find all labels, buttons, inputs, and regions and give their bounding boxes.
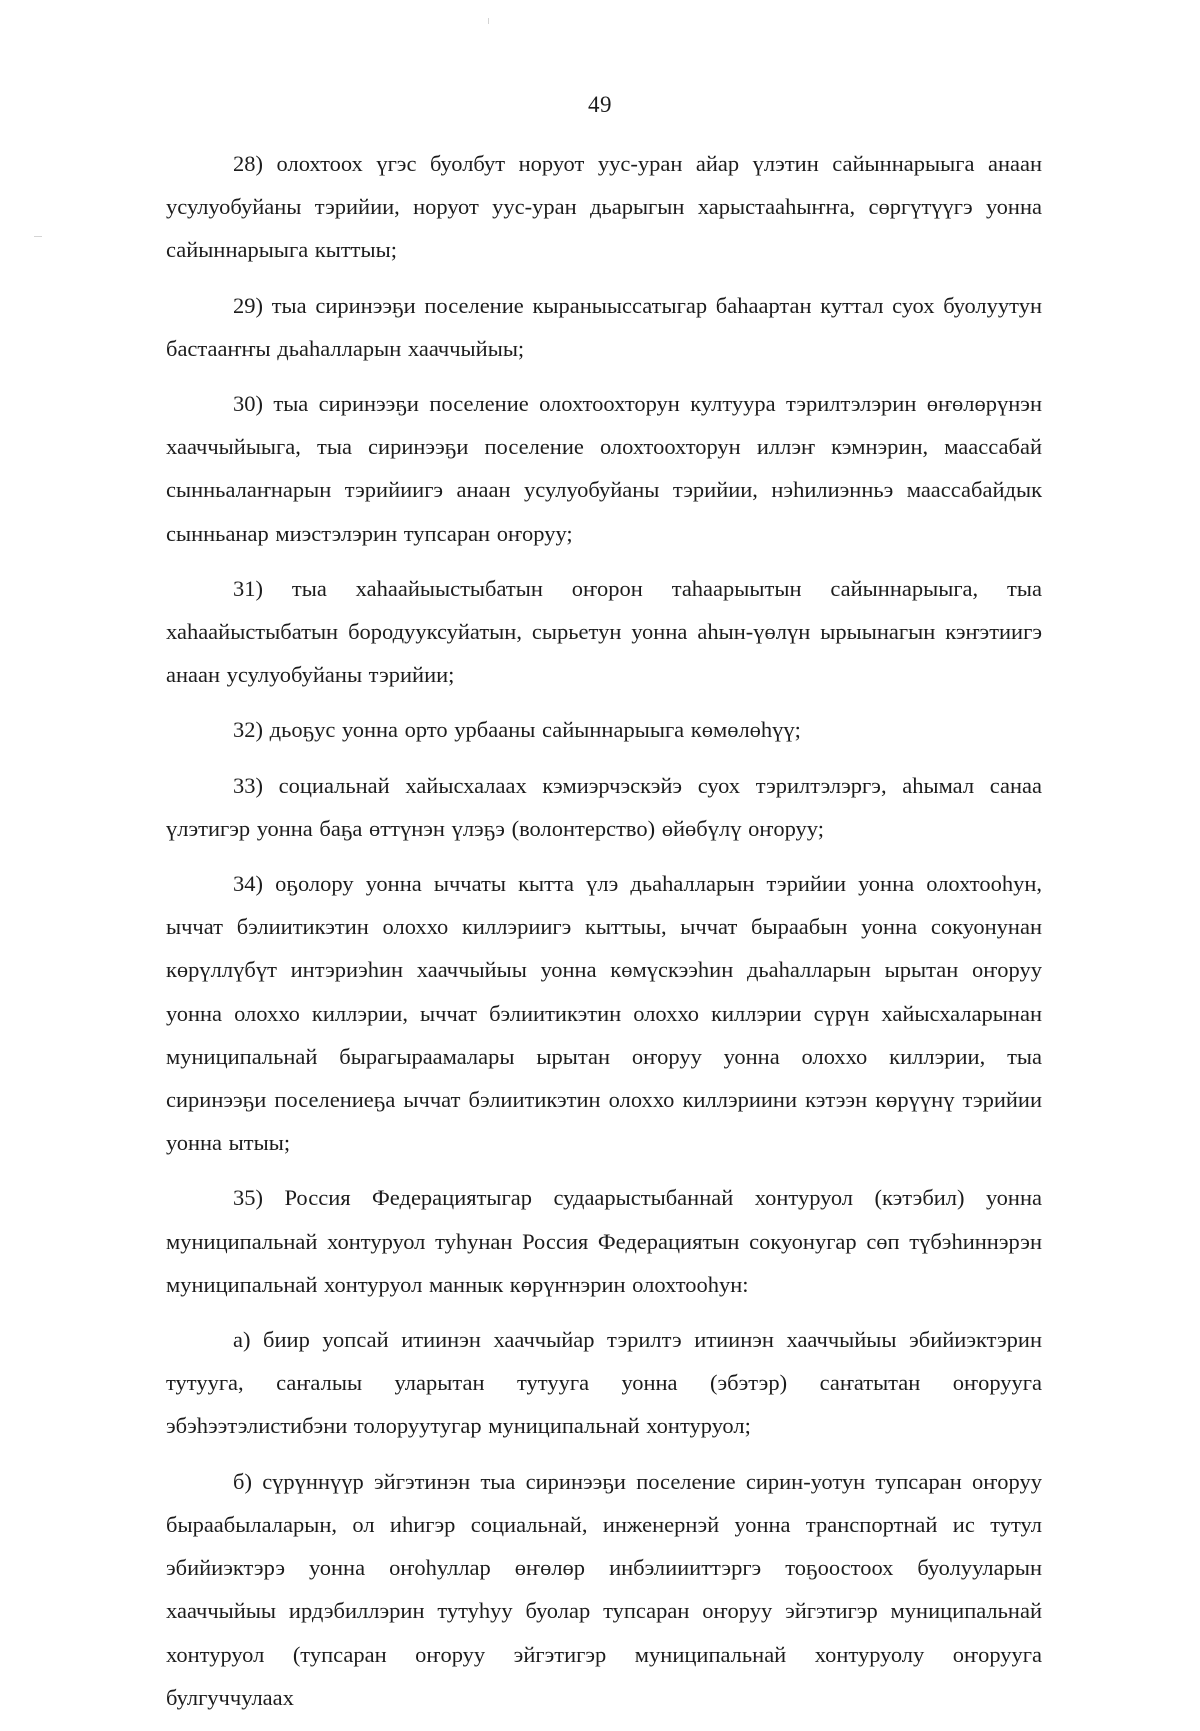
paragraph-subitem-a: а) биир уопсай итиинэн хааччыйар тэрилтэ итиинэн хааччыйыы эбийиэктэрин тутууга, саҥалыы уларытан тутууга уонна (эбэтэр) саҥатытан оҥорууга эбэһээтэлистибэни толоруутугар муниципальнай хонтуруол; <box>166 1327 1042 1439</box>
paragraph-item-29: 29) тыа сиринээҕи поселение кыраныыссатыгар баһаартан куттал суох буолуутун бастааҥҥы дьаһалларын хааччыйыы; <box>166 292 1042 361</box>
scan-artifact-mark <box>34 236 42 237</box>
paragraph-item-28: 28) олохтоох үгэс буолбут норуот уус-уран айар үлэтин сайыннарыыга анаан усулуобуйаны тэрийии, норуот уус-уран дьарыгын харыстааһыҥҥа, сөргүтүүгэ уонна сайыннарыыга кыттыы; <box>166 151 1042 263</box>
paragraph-item-31: 31) тыа хаһаайыыстыбатын оҥорон таһаарыытын сайыннарыыга, тыа хаһаайыстыбатын бородууксуйатын, сырьетун уонна аһын-үөлүн ырыынагын кэҥэтиигэ анаан усулуобуйаны тэрийии; <box>166 575 1042 688</box>
paragraph-subitem-b: б) сүрүннүүр эйгэтинэн тыа сиринээҕи поселение сирин-уотун тупсаран оҥоруу быраабылаларын, ол иһигэр социальнай, инженернэй уонна транспортнай ис тутул эбийиэктэрэ уонна оҥоһуллар өҥөлөр инбэлиииттэргэ тоҕоостоох буолууларын хааччыйыы ирдэбиллэрин тутуһуу буолар тупсаран оҥоруу эйгэтигэр муниципальнай хонтуруол (тупсаран оҥоруу эйгэтигэр муниципальнай хонтуруолу оҥорууга булгуччулаах <box>166 1468 1042 1710</box>
document-body <box>166 142 1042 1731</box>
scan-artifact-mark <box>488 18 489 24</box>
page-number: 49 <box>588 92 612 117</box>
paragraph-item-35: 35) Россия Федерациятыгар судаарыстыбаннай хонтуруол (кэтэбил) уонна муниципальнай хонтуруол туһунан Россия Федерациятын сокуонугар сөп түбэһиннэрэн муниципальнай хонтуруол маннык көрүҥнэрин олохтооһун: <box>166 1185 1042 1297</box>
paragraph-item-30: 30) тыа сиринээҕи поселение олохтоохторун култуура тэрилтэлэрин өҥөлөрүнэн хааччыйыыга, тыа сиринээҕи поселение олохтоохторун иллэҥ кэмнэрин, маассабай сынньалаҥнарын тэрийиигэ анаан усулуобуйаны тэрийии, нэһилиэнньэ маассабайдык сынньанар миэстэлэрин тупсаран оҥоруу; <box>166 391 1042 546</box>
paragraph-item-32: 32) дьоҕус уонна орто урбааны сайыннарыыга көмөлөһүү; <box>233 717 801 743</box>
paragraph-item-33: 33) социальнай хайысхалаах кэмиэрчэскэйэ суох тэрилтэлэргэ, аһымал санаа үлэтигэр уонна баҕа өттүнэн үлэҕэ (волонтерство) өйөбүлү оҥоруу; <box>166 772 1042 841</box>
paragraph-item-34: 34) оҕолору уонна ыччаты кытта үлэ дьаһалларын тэрийии уонна олохтооһун, ыччат бэлиитикэтин олоххо киллэриигэ кыттыы, ыччат быраабын уонна сокуонунан көрүллүбүт интэриэһин хааччыйыы уонна көмүскээһин дьаһалларын ырытан оҥоруу уонна олоххо киллэрии, ыччат бэлиитикэтин олоххо киллэрии сүрүн хайысхаларынан муниципальнай бырагыраамалары ырытан оҥоруу уонна олоххо киллэрии, тыа сиринээҕи поселениеҕа ыччат бэлиитикэтин олоххо киллэриини кэтээн көрүүнү тэрийии уонна ытыы; <box>166 871 1042 1156</box>
